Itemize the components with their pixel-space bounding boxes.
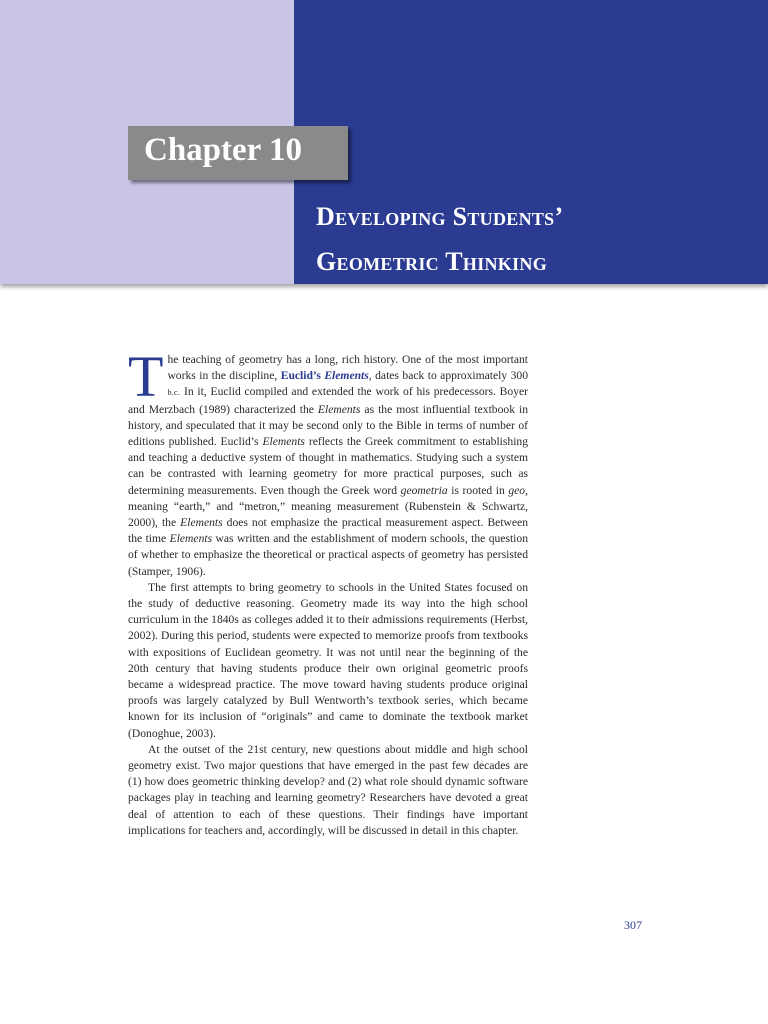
italic-term: Elements: [180, 516, 223, 530]
text-run: as the most influential textbook in history, and speculated that it may be second only to the Bible in terms of number of editions published. Euclid’s: [128, 402, 529, 449]
chapter-title-line-2: Geometric Thinking: [316, 247, 548, 276]
italic-term: geo: [508, 483, 526, 497]
text-run: was written and the establishment of modern schools, the question of whether to emphasize the theoretical or practical aspects of geometry has persisted (Stamper, 1906).: [128, 532, 528, 578]
italic-term: Elements: [317, 402, 361, 416]
key-term-euclids-elements: [281, 369, 369, 382]
text-run: reflects the Greek commitment to establishing and teaching a deductive system of thought in mathematics. Studying such a system can be contrasted with learning geometry for more practical purposes, such as determining measurements. Even though the Greek word: [128, 435, 529, 497]
chapter-header: [0, 0, 768, 284]
text-run: In it, Euclid compiled and extended the work of his predecessors. Boyer and Merzbach (1989) characterized the: [128, 385, 528, 416]
paragraph-1: [128, 344, 529, 580]
body-text: [128, 344, 529, 839]
text-run: he teaching of geometry has a long, rich history. One of the most important works in the discipline,: [167, 353, 528, 383]
italic-term: Elements: [262, 435, 305, 449]
key-term-part: Euclid’s: [280, 369, 325, 383]
chapter-title-line-1: Developing Students’: [316, 202, 564, 231]
paragraph-2: The first attempts to bring geometry to schools in the United States focused on the study of deductive reasoning. Geometry made its way into the high school curriculum in the 1840s as colleges added it to their admissions requirements (Herbst, 2002). During this period, students were expected to memorize proofs from textbooks with expositions of Euclidean geometry. It was not until near the beginning of the 20th century that having students produce their own original geometric proofs became a widespread practice. The move toward having students produce original proofs was largely catalyzed by Bull Wentworth’s textbook series, which became known for its inclusion of “originals” and came to dominate the textbook market (Donoghue, 2003).: [128, 580, 528, 740]
italic-term: Elements: [169, 532, 213, 546]
chapter-label-box: [128, 126, 348, 180]
key-term-italic: Elements: [324, 369, 369, 383]
paragraph-3: At the outset of the 21st century, new questions about middle and high school geometry exist. Two major questions that have emerged in the past few decades are (1) how does geometric thinking develop? and (2) what role should dynamic software packages play in teaching and learning geometry? Researchers have devoted a great deal of attention to each of these questions. Their findings have important implications for teachers and, accordingly, will be discussed in detail in this chapter.: [128, 742, 528, 837]
text-run: , meaning “earth,” and “metron,” meaning measurement (Rubenstein & Schwartz, 2000), the: [128, 483, 528, 530]
page-number: 307: [624, 918, 642, 932]
text-run: , dates back to approximately 300: [368, 369, 528, 383]
chapter-title: [316, 194, 756, 284]
era-abbreviation: b.c.: [167, 388, 181, 398]
chapter-label: Chapter 10: [144, 132, 302, 168]
drop-cap: T: [128, 344, 164, 409]
text-run: is rooted in: [447, 483, 509, 497]
italic-term: geometria: [400, 483, 448, 497]
text-run: does not emphasize the practical measurement aspect. Between the time: [128, 516, 528, 546]
